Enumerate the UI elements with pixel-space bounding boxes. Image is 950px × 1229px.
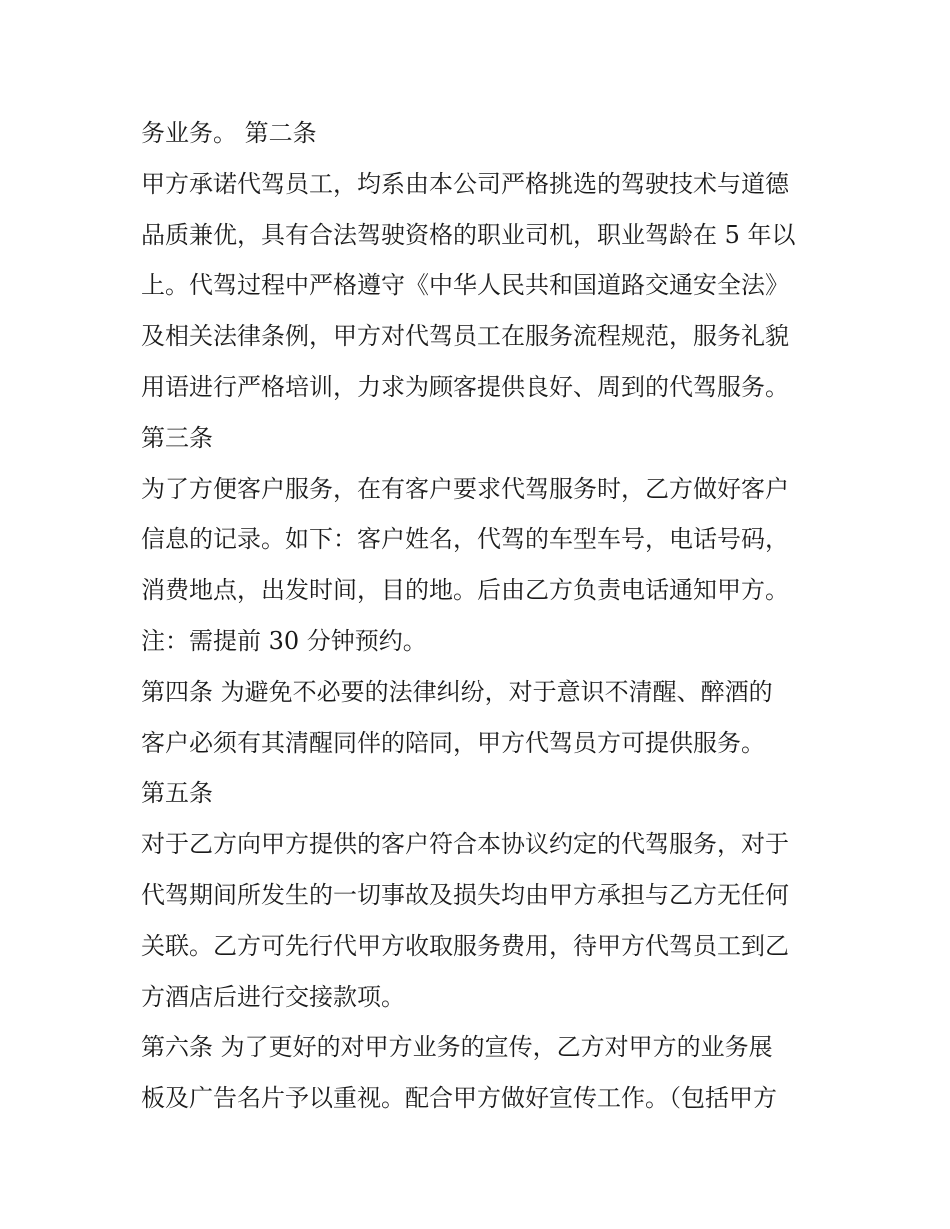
text-line: 代驾期间所发生的一切事故及损失均由甲方承担与乙方无任何 — [141, 880, 789, 909]
text-line: 品质兼优，具有合法驾驶资格的职业司机，职业驾龄在 5 年以 — [141, 220, 796, 249]
text-line: 板及广告名片予以重视。配合甲方做好宣传工作。（包括甲方 — [141, 1084, 777, 1113]
text-line: 方酒店后进行交接款项。 — [141, 982, 405, 1011]
text-line: 注：需提前 30 分钟预约。 — [141, 626, 427, 655]
text-line: 用语进行严格培训，力求为顾客提供良好、周到的代驾服务。 — [141, 372, 789, 401]
text-line: 消费地点，出发时间，目的地。后由乙方负责电话通知甲方。 — [141, 576, 789, 605]
text-line: 第四条 为避免不必要的法律纠纷，对于意识不清醒、醉酒的 — [141, 677, 773, 706]
text-line: 务业务。 第二条 — [141, 119, 317, 147]
text-line: 上。代驾过程中严格遵守《中华人民共和国道路交通安全法》 — [141, 271, 789, 300]
text-line: 及相关法律条例，甲方对代驾员工在服务流程规范，服务礼貌 — [141, 322, 789, 351]
text-line: 甲方承诺代驾员工，均系由本公司严格挑选的驾驶技术与道德 — [141, 169, 789, 198]
text-line: 第六条 为了更好的对甲方业务的宣传，乙方对甲方的业务展 — [141, 1033, 773, 1062]
text-line: 关联。乙方可先行代甲方收取服务费用，待甲方代驾员工到乙 — [141, 931, 789, 960]
document-body — [141, 108, 821, 1124]
text-line: 为了方便客户服务，在有客户要求代驾服务时，乙方做好客户 — [141, 474, 789, 503]
section-heading: 第五条 — [141, 779, 213, 808]
text-line: 客户必须有其清醒同伴的陪同，甲方代驾员方可提供服务。 — [141, 728, 765, 757]
text-line: 信息的记录。如下：客户姓名，代驾的车型车号，电话号码， — [141, 525, 789, 554]
text-line: 对于乙方向甲方提供的客户符合本协议约定的代驾服务，对于 — [141, 830, 789, 859]
section-heading: 第三条 — [141, 423, 213, 452]
